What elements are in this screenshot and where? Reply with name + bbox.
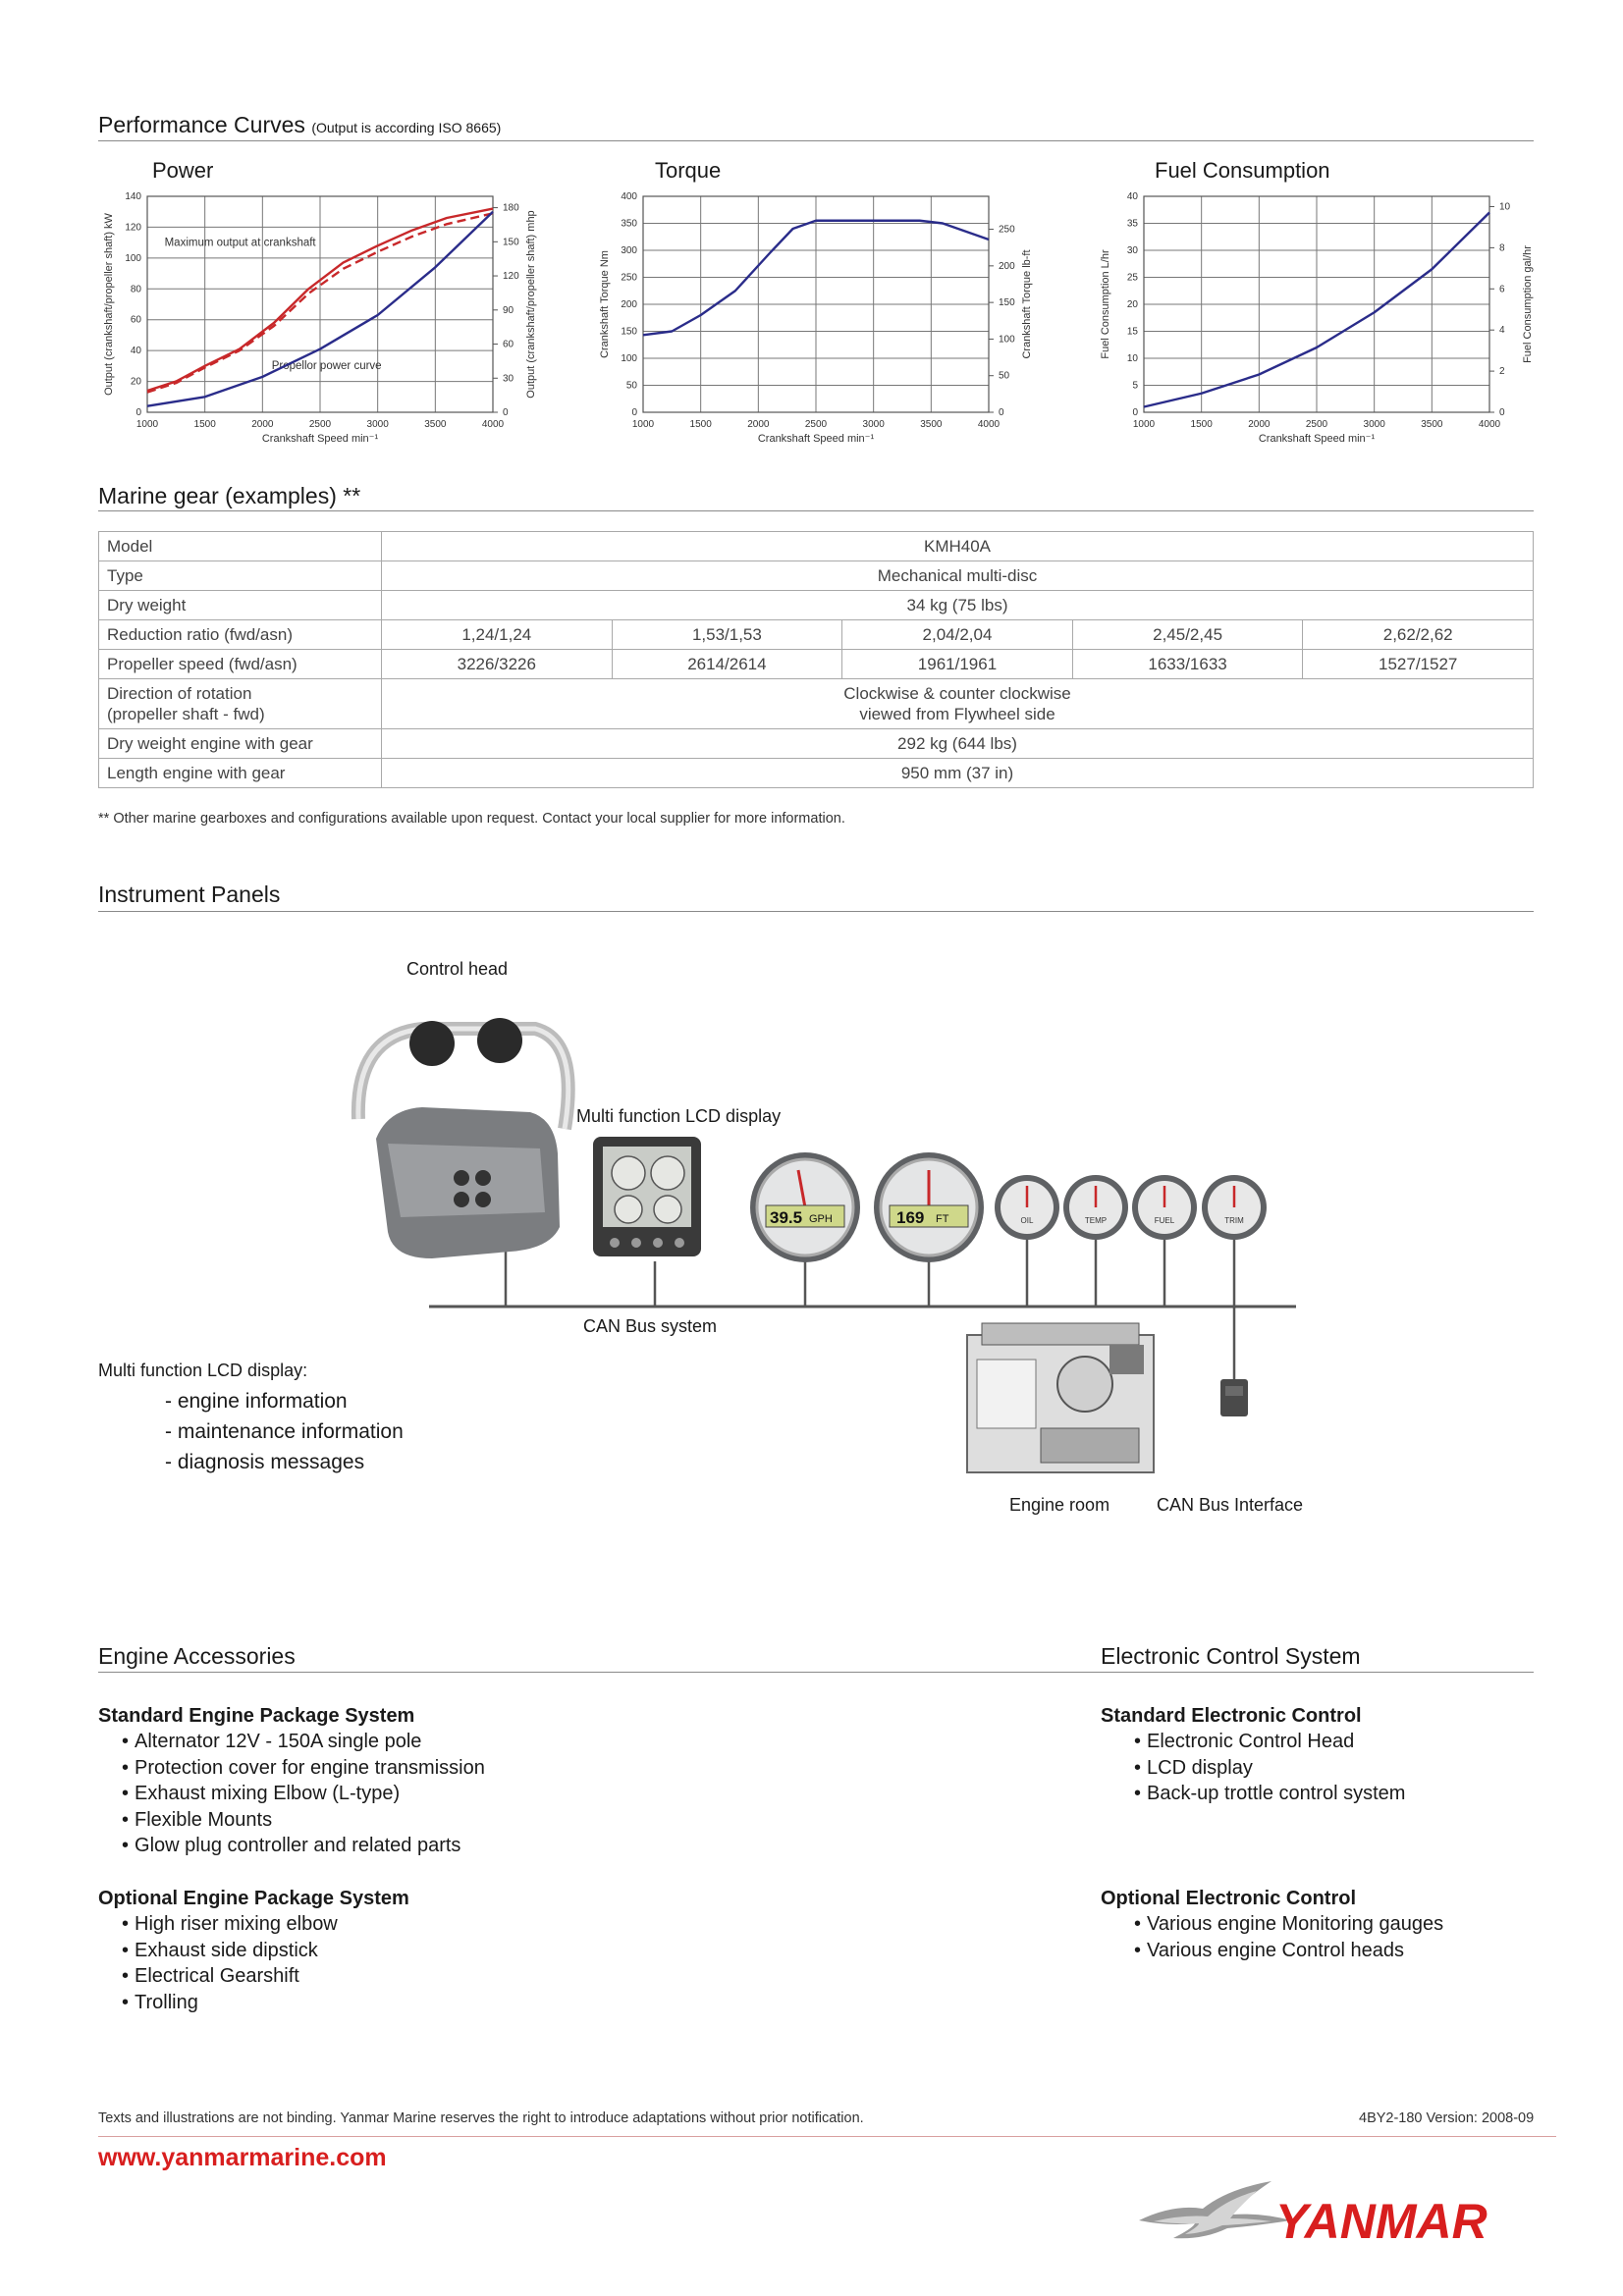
standard-electronic-list bbox=[1134, 1729, 1405, 1807]
row-label: Model bbox=[99, 532, 382, 561]
brand-wordmark: YANMAR bbox=[1275, 2194, 1488, 2249]
x-tick-label: 2000 bbox=[747, 419, 770, 430]
x-tick-label: 3000 bbox=[366, 419, 389, 430]
section-divider bbox=[98, 1672, 1534, 1673]
x-tick-label: 1500 bbox=[689, 419, 712, 430]
y-tick-label: 30 bbox=[1126, 245, 1138, 256]
row-value: 292 kg (644 lbs) bbox=[382, 729, 1534, 759]
section-divider bbox=[98, 911, 1534, 912]
y-right-tick-label: 60 bbox=[503, 339, 514, 350]
table-row bbox=[99, 650, 1534, 679]
y-tick-label: 40 bbox=[1126, 191, 1138, 202]
section-divider bbox=[98, 510, 1534, 511]
y-tick-label: 100 bbox=[125, 252, 141, 264]
list-item: - diagnosis messages bbox=[165, 1451, 365, 1473]
row-label: Type bbox=[99, 561, 382, 591]
y-right-tick-label: 0 bbox=[1499, 407, 1505, 418]
row-label-line: (propeller shaft - fwd) bbox=[107, 705, 265, 723]
standard-electronic-control bbox=[1101, 1705, 1405, 1807]
row-value: 34 kg (75 lbs) bbox=[382, 591, 1534, 620]
y-tick-label: 20 bbox=[130, 376, 141, 388]
y-right-tick-label: 120 bbox=[503, 271, 519, 283]
accessories-title: Engine Accessories bbox=[98, 1643, 296, 1669]
oil-gauge-icon bbox=[995, 1175, 1059, 1240]
row-value: 2614/2614 bbox=[612, 650, 842, 679]
gear-title: Marine gear (examples) ** bbox=[98, 483, 361, 508]
row-value: 2,62/2,62 bbox=[1303, 620, 1534, 650]
x-tick-label: 4000 bbox=[1478, 419, 1501, 430]
y-tick-label: 80 bbox=[130, 284, 141, 295]
y-right-tick-label: 8 bbox=[1499, 242, 1505, 254]
row-value: KMH40A bbox=[382, 532, 1534, 561]
y-tick-label: 25 bbox=[1126, 272, 1138, 284]
y-tick-label: 40 bbox=[130, 346, 141, 357]
x-tick-label: 2500 bbox=[804, 419, 828, 430]
x-tick-label: 3500 bbox=[920, 419, 943, 430]
list-item: • Various engine Monitoring gauges bbox=[1134, 1911, 1443, 1938]
list-item: • Exhaust side dipstick bbox=[122, 1938, 409, 1964]
y-right-axis-label: Crankshaft Torque lb-ft bbox=[1021, 249, 1033, 359]
y-tick-label: 20 bbox=[1126, 299, 1138, 310]
y-tick-label: 50 bbox=[625, 380, 637, 392]
section-divider bbox=[98, 140, 1534, 141]
torque-chart bbox=[594, 182, 1055, 461]
row-label: Dry weight engine with gear bbox=[99, 729, 382, 759]
trim-gauge-icon bbox=[1202, 1175, 1267, 1240]
y-axis-label: Output (crankshaft/propeller shaft) kW bbox=[103, 213, 115, 396]
list-item: - maintenance information bbox=[165, 1420, 404, 1443]
table-row bbox=[99, 591, 1534, 620]
annotation-label: Maximum output at crankshaft bbox=[164, 237, 316, 249]
x-axis-label: Crankshaft Speed min⁻¹ bbox=[757, 433, 875, 445]
optional-electronic-control bbox=[1101, 1888, 1443, 1963]
list-item: • Electrical Gearshift bbox=[122, 1963, 409, 1990]
optional-engine-package bbox=[98, 1888, 409, 2015]
y-tick-label: 400 bbox=[621, 191, 637, 202]
fuel-chart bbox=[1095, 182, 1556, 461]
y-right-tick-label: 150 bbox=[503, 237, 519, 248]
can-bus-label: CAN Bus system bbox=[583, 1316, 718, 1336]
list-item: • Exhaust mixing Elbow (L-type) bbox=[122, 1781, 485, 1807]
gauge-readout: 39.5 bbox=[770, 1208, 803, 1227]
x-axis-label: Crankshaft Speed min⁻¹ bbox=[261, 433, 379, 445]
engine-room-label: Engine room bbox=[1009, 1495, 1110, 1515]
table-row bbox=[99, 729, 1534, 759]
list-item: • Electronic Control Head bbox=[1134, 1729, 1405, 1755]
optional-electronic-heading: Optional Electronic Control bbox=[1101, 1888, 1357, 1909]
list-item: • Various engine Control heads bbox=[1134, 1938, 1443, 1964]
list-item: • Flexible Mounts bbox=[122, 1807, 485, 1834]
y-right-tick-label: 2 bbox=[1499, 366, 1505, 378]
row-value: 2,45/2,45 bbox=[1072, 620, 1303, 650]
y-right-tick-label: 30 bbox=[503, 373, 514, 385]
torque-chart-title: Torque bbox=[655, 158, 722, 183]
x-tick-label: 3000 bbox=[862, 419, 885, 430]
row-value: 1,24/1,24 bbox=[382, 620, 613, 650]
depth-gauge-icon bbox=[874, 1152, 984, 1262]
disclaimer: Texts and illustrations are not binding. Yanmar Marine reserves the right to introduce adaptations without prior notification. bbox=[98, 2110, 864, 2126]
performance-title-text: Performance Curves bbox=[98, 112, 305, 137]
lcd-display-icon bbox=[593, 1137, 701, 1256]
x-tick-label: 1000 bbox=[631, 419, 655, 430]
row-label: Propeller speed (fwd/asn) bbox=[99, 650, 382, 679]
y-tick-label: 100 bbox=[621, 353, 637, 364]
performance-subtitle: (Output is according ISO 8665) bbox=[311, 120, 502, 135]
y-right-tick-label: 250 bbox=[999, 224, 1015, 236]
annotation-label: Propellor power curve bbox=[271, 360, 382, 372]
list-item: • Glow plug controller and related parts bbox=[122, 1833, 485, 1859]
x-tick-label: 2000 bbox=[1248, 419, 1271, 430]
performance-title bbox=[98, 112, 501, 138]
row-value: 2,04/2,04 bbox=[842, 620, 1073, 650]
x-tick-label: 4000 bbox=[977, 419, 1001, 430]
standard-electronic-heading: Standard Electronic Control bbox=[1101, 1705, 1362, 1727]
row-label: Length engine with gear bbox=[99, 759, 382, 788]
x-tick-label: 1500 bbox=[1190, 419, 1213, 430]
document-version: 4BY2-180 Version: 2008-09 bbox=[1359, 2110, 1535, 2126]
x-tick-label: 1000 bbox=[135, 419, 159, 430]
y-right-tick-label: 10 bbox=[1499, 201, 1511, 213]
can-interface-icon bbox=[1220, 1379, 1248, 1416]
optional-electronic-list bbox=[1134, 1911, 1443, 1963]
list-item: • Alternator 12V - 150A single pole bbox=[122, 1729, 485, 1755]
seagull-icon bbox=[1139, 2181, 1291, 2238]
y-right-tick-label: 6 bbox=[1499, 284, 1505, 295]
table-row bbox=[99, 532, 1534, 561]
y-tick-label: 35 bbox=[1126, 218, 1138, 230]
y-right-tick-label: 0 bbox=[503, 407, 509, 418]
y-right-tick-label: 50 bbox=[999, 370, 1010, 382]
row-value: 1,53/1,53 bbox=[612, 620, 842, 650]
table-row bbox=[99, 759, 1534, 788]
standard-engine-package bbox=[98, 1705, 485, 1859]
row-value: 1633/1633 bbox=[1072, 650, 1303, 679]
row-value: 1961/1961 bbox=[842, 650, 1073, 679]
power-chart-title: Power bbox=[152, 158, 214, 183]
standard-engine-heading: Standard Engine Package System bbox=[98, 1705, 415, 1727]
row-value: 1527/1527 bbox=[1303, 650, 1534, 679]
y-right-axis-label: Output (crankshaft/propeller shaft) mhp bbox=[525, 210, 537, 399]
standard-engine-list bbox=[122, 1729, 485, 1859]
y-tick-label: 140 bbox=[125, 191, 141, 202]
temp-gauge-icon bbox=[1063, 1175, 1128, 1240]
y-right-tick-label: 150 bbox=[999, 297, 1015, 309]
list-item: • Back-up trottle control system bbox=[1134, 1781, 1405, 1807]
y-tick-label: 0 bbox=[631, 407, 637, 418]
table-row bbox=[99, 620, 1534, 650]
x-tick-label: 3500 bbox=[1421, 419, 1443, 430]
row-value: 3226/3226 bbox=[382, 650, 613, 679]
table-row bbox=[99, 561, 1534, 591]
y-tick-label: 150 bbox=[621, 326, 637, 338]
y-tick-label: 0 bbox=[1132, 407, 1138, 418]
y-right-axis-label: Fuel Consumption gal/hr bbox=[1522, 245, 1534, 363]
footer-divider bbox=[98, 2136, 1556, 2137]
y-tick-label: 15 bbox=[1126, 326, 1138, 338]
y-tick-label: 60 bbox=[130, 314, 141, 326]
y-right-tick-label: 4 bbox=[1499, 325, 1505, 337]
y-axis-label: Fuel Consumption L/hr bbox=[1100, 249, 1111, 359]
lcd-feature-list bbox=[165, 1386, 404, 1477]
y-right-tick-label: 0 bbox=[999, 407, 1004, 418]
y-tick-label: 250 bbox=[621, 272, 637, 284]
gauge-label: FUEL bbox=[1154, 1216, 1175, 1225]
yanmar-logo bbox=[1134, 2169, 1566, 2258]
x-tick-label: 2500 bbox=[1305, 419, 1328, 430]
fuel-chart-title: Fuel Consumption bbox=[1155, 158, 1330, 183]
x-axis-label: Crankshaft Speed min⁻¹ bbox=[1258, 433, 1376, 445]
control-head-icon bbox=[358, 1018, 568, 1258]
y-axis-label: Crankshaft Torque Nm bbox=[599, 250, 611, 358]
list-item: • Trolling bbox=[122, 1990, 409, 2016]
row-label bbox=[99, 679, 382, 729]
can-interface-label: CAN Bus Interface bbox=[1157, 1495, 1304, 1515]
list-item: • Protection cover for engine transmission bbox=[122, 1755, 485, 1782]
y-tick-label: 120 bbox=[125, 222, 141, 234]
y-right-tick-label: 200 bbox=[999, 260, 1015, 272]
instruments-title: Instrument Panels bbox=[98, 881, 281, 907]
x-tick-label: 4000 bbox=[481, 419, 505, 430]
list-item: • High riser mixing elbow bbox=[122, 1911, 409, 1938]
x-tick-label: 3500 bbox=[424, 419, 447, 430]
fuel-flow-gauge-icon bbox=[750, 1152, 860, 1262]
row-value-line: Clockwise & counter clockwise bbox=[843, 684, 1071, 703]
list-item: - engine information bbox=[165, 1390, 348, 1413]
optional-engine-heading: Optional Engine Package System bbox=[98, 1888, 409, 1909]
gauge-unit: FT bbox=[936, 1213, 949, 1225]
website-link[interactable]: www.yanmarmarine.com bbox=[98, 2144, 387, 2171]
row-label-line: Direction of rotation bbox=[107, 684, 252, 703]
power-chart bbox=[98, 182, 560, 461]
gauge-unit: GPH bbox=[809, 1213, 833, 1225]
gauge-label: TRIM bbox=[1224, 1216, 1244, 1225]
gauge-readout: 169 bbox=[896, 1208, 925, 1227]
y-right-tick-label: 100 bbox=[999, 334, 1015, 346]
row-label: Reduction ratio (fwd/asn) bbox=[99, 620, 382, 650]
y-tick-label: 10 bbox=[1126, 353, 1138, 364]
row-label: Dry weight bbox=[99, 591, 382, 620]
x-tick-label: 2000 bbox=[251, 419, 274, 430]
table-row bbox=[99, 679, 1534, 729]
row-value-line: viewed from Flywheel side bbox=[859, 705, 1055, 723]
x-tick-label: 2500 bbox=[308, 419, 332, 430]
list-item: • LCD display bbox=[1134, 1755, 1405, 1782]
y-tick-label: 200 bbox=[621, 299, 637, 310]
engine-icon bbox=[967, 1323, 1154, 1472]
y-right-tick-label: 180 bbox=[503, 202, 519, 214]
x-tick-label: 1500 bbox=[193, 419, 216, 430]
fuel-gauge-icon bbox=[1132, 1175, 1197, 1240]
control-head-label: Control head bbox=[406, 959, 509, 979]
x-tick-label: 3000 bbox=[1363, 419, 1385, 430]
y-tick-label: 5 bbox=[1132, 380, 1138, 392]
y-tick-label: 0 bbox=[135, 407, 141, 418]
gauge-label: TEMP bbox=[1084, 1216, 1108, 1225]
gear-table bbox=[98, 531, 1534, 788]
row-value bbox=[382, 679, 1534, 729]
electronic-title: Electronic Control System bbox=[1101, 1643, 1361, 1669]
gauge-label: OIL bbox=[1020, 1216, 1034, 1225]
instrument-diagram bbox=[334, 991, 1316, 1482]
lcd-heading: Multi function LCD display: bbox=[98, 1361, 308, 1380]
y-tick-label: 350 bbox=[621, 218, 637, 230]
y-tick-label: 300 bbox=[621, 245, 637, 256]
row-value: Mechanical multi-disc bbox=[382, 561, 1534, 591]
optional-engine-list bbox=[122, 1911, 409, 2015]
x-tick-label: 1000 bbox=[1132, 419, 1156, 430]
y-right-tick-label: 90 bbox=[503, 304, 514, 316]
gear-footnote: ** Other marine gearboxes and configurations available upon request. Contact your local supplier for more information. bbox=[98, 811, 845, 827]
row-value: 950 mm (37 in) bbox=[382, 759, 1534, 788]
lcd-display-label: Multi function LCD display bbox=[576, 1106, 782, 1126]
